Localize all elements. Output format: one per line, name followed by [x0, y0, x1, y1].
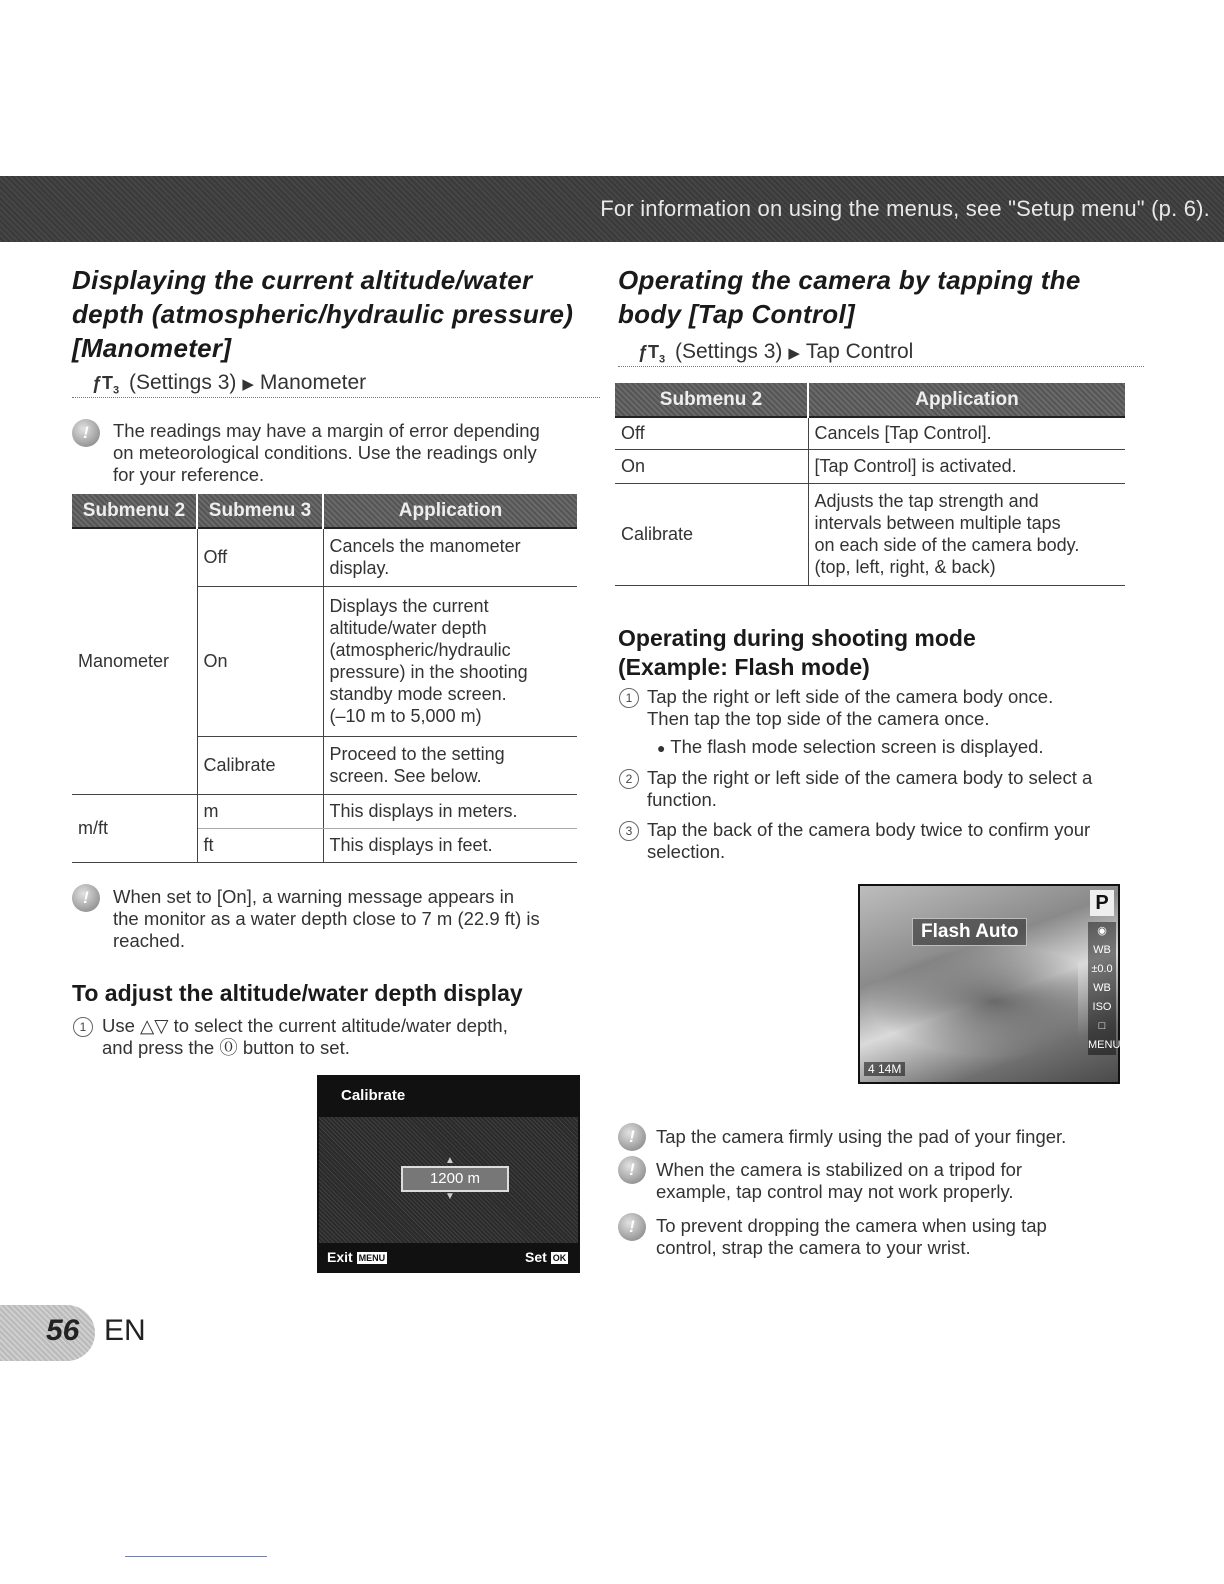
submenu2-on: On	[615, 449, 808, 483]
application-cell: Adjusts the tap strength and intervals between multiple taps on each side of the camera body. (top, left, right, & back)	[808, 483, 1125, 585]
manometer-menu-path: $ƒT_3$ (Settings 3) ▶ Manometer	[72, 371, 600, 398]
up-arrow-icon: ▲	[445, 1155, 455, 1166]
flash-auto-label[interactable]: Flash Auto	[912, 918, 1027, 946]
header-reference-text: For information on using the menus, see "Setup menu" (p. 6).	[600, 196, 1210, 221]
table-row	[615, 449, 1125, 483]
ok-key-icon: OK	[552, 1253, 567, 1264]
application-cell: Proceed to the setting screen. See below.	[323, 736, 577, 794]
photo-subject	[868, 946, 1078, 1056]
calibrate-screen	[317, 1075, 580, 1273]
step-1-icon: 1	[619, 688, 639, 708]
caution-icon: !	[72, 419, 100, 447]
set-button[interactable]: Set OK	[525, 1249, 567, 1265]
shooting-mode-title: Operating during shooting mode (Example: Flash mode)	[618, 625, 976, 680]
exit-button[interactable]: Exit MENU	[327, 1249, 386, 1265]
submenu2-mft: m/ft	[72, 794, 197, 862]
caution-icon: !	[72, 884, 100, 912]
col-header-submenu2: Submenu 2	[72, 494, 197, 528]
tap-control-menu-path: $ƒT_3$ (Settings 3) ▶ Tap Control	[618, 340, 1144, 367]
col-header-submenu2: Submenu 2	[615, 383, 808, 417]
application-cell: This displays in feet.	[323, 828, 577, 862]
manometer-table	[72, 494, 577, 863]
altitude-value-field[interactable]: 1200 m	[401, 1166, 509, 1192]
step-1-icon: 1	[73, 1017, 93, 1037]
submenu2-manometer: Manometer	[72, 528, 197, 794]
settings-3-icon: $ƒT_3$	[92, 373, 120, 397]
footer-rule	[125, 1556, 267, 1557]
shooting-step-2: Tap the right or left side of the camera body to select a function.	[647, 767, 1093, 810]
application-cell: Displays the current altitude/water depth (atmospheric/hydraulic pressure) in the shooting standby mode screen. (–10 m to 5,000 m)	[323, 586, 577, 736]
tap-control-section-title: Operating the camera by tapping the body [Tap Control]	[618, 265, 1081, 329]
tripod-note: When the camera is stabilized on a tripod for example, tap control may not work properly.	[656, 1159, 1023, 1202]
calibrate-screen-title: Calibrate	[341, 1087, 406, 1104]
caution-icon: !	[618, 1213, 646, 1241]
side-menu-icons: ◉ WB ±0.0 WB ISO □ MENU	[1088, 922, 1116, 1055]
mode-p-icon: P	[1090, 890, 1114, 916]
submenu2-off: Off	[615, 417, 808, 449]
application-cell: [Tap Control] is activated.	[808, 449, 1125, 483]
submenu2-calibrate: Calibrate	[615, 483, 808, 585]
submenu3-on: On	[197, 586, 323, 736]
application-cell: Cancels [Tap Control].	[808, 417, 1125, 449]
language-label: EN	[104, 1314, 146, 1347]
tap-control-table	[615, 383, 1125, 586]
step-2-icon: 2	[619, 769, 639, 789]
arrow-right-icon: ▶	[242, 376, 254, 393]
submenu3-m: m	[197, 794, 323, 828]
arrow-right-icon: ▶	[788, 345, 800, 362]
manometer-section-title: Displaying the current altitude/water depth (atmospheric/hydraulic pressure) [Manometer]	[72, 265, 574, 363]
submenu3-ft: ft	[197, 828, 323, 862]
shooting-step-1: Tap the right or left side of the camera body once. Then tap the top side of the camera once. ● The flash mode selection screen is displayed.	[647, 686, 1054, 757]
water-depth-warning-note: When set to [On], a warning message appears in the monitor as a water depth close to 7 m (22.9 ft) is reached.	[113, 886, 540, 951]
shooting-step-3: Tap the back of the camera body twice to confirm your selection.	[647, 819, 1091, 862]
caution-icon: !	[618, 1123, 646, 1151]
table-row	[72, 794, 577, 828]
col-header-application: Application	[323, 494, 577, 528]
flash-mode-screen	[858, 884, 1120, 1084]
page-number: 56	[46, 1314, 80, 1347]
table-row	[615, 417, 1125, 449]
adjust-step-1: Use △▽ to select the current altitude/water depth, and press the ⓪ button to set.	[102, 1015, 508, 1058]
bullet-icon: ●	[657, 740, 666, 756]
adjust-display-title: To adjust the altitude/water depth display	[72, 980, 523, 1006]
margin-of-error-note: The readings may have a margin of error depending on meteorological conditions. Use the readings only for your reference.	[113, 420, 540, 485]
submenu3-calibrate: Calibrate	[197, 736, 323, 794]
tap-firmly-note: Tap the camera firmly using the pad of your finger.	[656, 1126, 1067, 1147]
down-arrow-icon: ▼	[445, 1191, 455, 1202]
settings-3-icon: $ƒT_3$	[638, 342, 666, 366]
col-header-submenu3: Submenu 3	[197, 494, 323, 528]
menu-key-icon: MENU	[358, 1253, 386, 1264]
col-header-application: Application	[808, 383, 1125, 417]
caution-icon: !	[618, 1156, 646, 1184]
application-cell: This displays in meters.	[323, 794, 577, 828]
wrist-strap-note: To prevent dropping the camera when using tap control, strap the camera to your wrist.	[656, 1215, 1047, 1258]
application-cell: Cancels the manometer display.	[323, 528, 577, 586]
step-3-icon: 3	[619, 821, 639, 841]
table-row	[72, 528, 577, 586]
table-row	[615, 483, 1125, 585]
submenu3-off: Off	[197, 528, 323, 586]
image-size-indicator: 4 14M	[864, 1062, 905, 1076]
